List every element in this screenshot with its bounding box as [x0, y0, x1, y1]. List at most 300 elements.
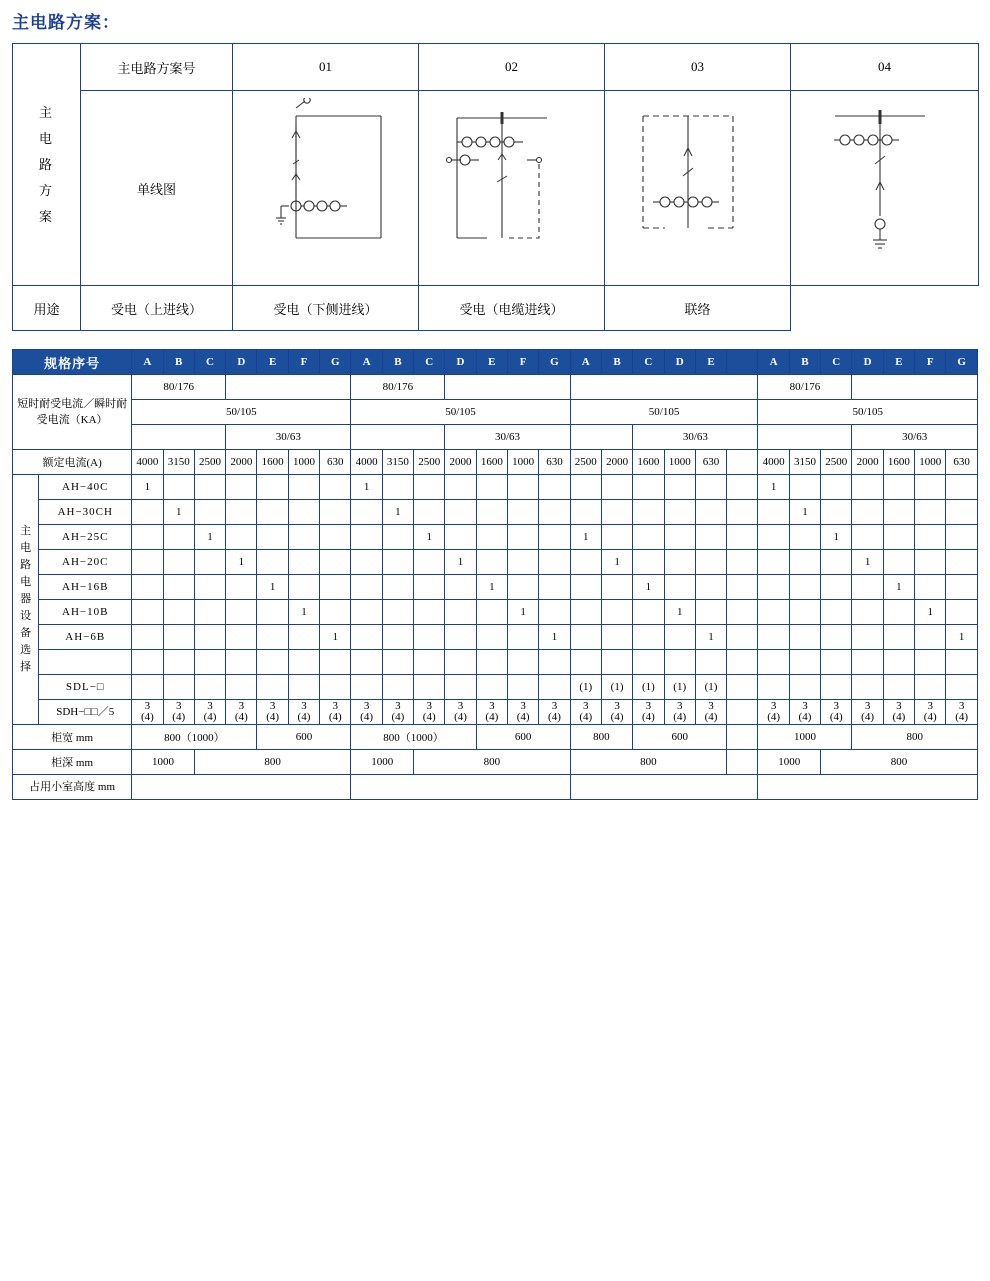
device-3-mark-11: [476, 550, 507, 575]
device-6-mark-26: 1: [946, 625, 978, 650]
device-7-mark-8: [382, 650, 413, 675]
device-2-mark-1: [163, 525, 194, 550]
room-height-1: [351, 775, 570, 800]
rated-19: [727, 450, 758, 475]
device-2-mark-7: [351, 525, 382, 550]
device-5-mark-7: [351, 600, 382, 625]
device-2-mark-14: 1: [570, 525, 601, 550]
device-2-mark-19: [727, 525, 758, 550]
withstand-2-a: 50/105: [132, 400, 351, 425]
cabinet-depth-4: 800: [570, 750, 727, 775]
col-head-21: B: [789, 350, 820, 375]
sdh-25: 3 (4): [915, 700, 946, 725]
withstand-3-blank-4: [758, 425, 852, 450]
sdh-17: 3 (4): [664, 700, 695, 725]
device-5-mark-2: [194, 600, 225, 625]
device-4-mark-8: [382, 575, 413, 600]
device-5-mark-6: [320, 600, 351, 625]
device-5-mark-3: [226, 600, 257, 625]
device-8-mark-19: [727, 675, 758, 700]
device-4-mark-11: 1: [476, 575, 507, 600]
device-8-mark-10: [445, 675, 476, 700]
device-6-mark-0: [132, 625, 163, 650]
sdh-4: 3 (4): [257, 700, 288, 725]
device-5-mark-20: [758, 600, 789, 625]
device-3-mark-2: [194, 550, 225, 575]
device-5-mark-17: 1: [664, 600, 695, 625]
withstand-3-blank-3: [570, 425, 633, 450]
cabinet-width-3: 600: [476, 725, 570, 750]
rated-10: 2000: [445, 450, 476, 475]
device-7-mark-15: [601, 650, 632, 675]
device-0-mark-9: [414, 475, 445, 500]
withstand-3-a: 30/63: [226, 425, 351, 450]
device-1-mark-6: [320, 500, 351, 525]
rated-13: 630: [539, 450, 570, 475]
withstand-1-b: 80/176: [351, 375, 445, 400]
device-6-mark-1: [163, 625, 194, 650]
scheme-usage-row: [13, 286, 979, 331]
device-7-mark-0: [132, 650, 163, 675]
rated-3: 2000: [226, 450, 257, 475]
sdh-15: 3 (4): [601, 700, 632, 725]
device-name-7: [39, 650, 132, 675]
device-3-mark-16: [633, 550, 664, 575]
withstand-2-c: 50/105: [570, 400, 758, 425]
device-7-mark-6: [320, 650, 351, 675]
device-5-mark-5: 1: [288, 600, 319, 625]
device-0-mark-18: [695, 475, 726, 500]
sdh-7: 3 (4): [351, 700, 382, 725]
scheme-no-03: 03: [605, 44, 791, 91]
sdh-0: 3 (4): [132, 700, 163, 725]
col-head-5: F: [288, 350, 319, 375]
withstand-row-2: [13, 400, 978, 425]
device-6-mark-19: [727, 625, 758, 650]
device-2-mark-23: [852, 525, 883, 550]
usage-label: 用途: [13, 286, 81, 331]
device-1-mark-5: [288, 500, 319, 525]
device-4-mark-23: [852, 575, 883, 600]
single-line-diagram-01: [233, 91, 419, 286]
rated-22: 2500: [821, 450, 852, 475]
device-8-mark-13: [539, 675, 570, 700]
device-5-mark-18: [695, 600, 726, 625]
room-height-label: 占用小室高度 mm: [13, 775, 132, 800]
device-4-mark-14: [570, 575, 601, 600]
cabinet-depth-6: 1000: [758, 750, 821, 775]
device-1-mark-12: [507, 500, 538, 525]
device-3-mark-8: [382, 550, 413, 575]
col-head-10: D: [445, 350, 476, 375]
scheme-no-02: 02: [419, 44, 605, 91]
device-6-mark-10: [445, 625, 476, 650]
device-3-mark-5: [288, 550, 319, 575]
device-row-6: [13, 625, 978, 650]
device-4-mark-17: [664, 575, 695, 600]
sdh-10: 3 (4): [445, 700, 476, 725]
rated-15: 2000: [601, 450, 632, 475]
device-7-mark-12: [507, 650, 538, 675]
rated-23: 2000: [852, 450, 883, 475]
device-0-mark-13: [539, 475, 570, 500]
sdh-20: 3 (4): [758, 700, 789, 725]
device-1-mark-10: [445, 500, 476, 525]
device-0-mark-16: [633, 475, 664, 500]
device-5-mark-15: [601, 600, 632, 625]
withstand-label: 短时耐受电流／瞬时耐受电流（KA）: [13, 375, 132, 450]
sdh-5: 3 (4): [288, 700, 319, 725]
sdh-11: 3 (4): [476, 700, 507, 725]
device-3-mark-7: [351, 550, 382, 575]
cabinet-width-8: 800: [852, 725, 978, 750]
device-3-mark-0: [132, 550, 163, 575]
device-5-mark-9: [414, 600, 445, 625]
device-7-mark-14: [570, 650, 601, 675]
rated-2: 2500: [194, 450, 225, 475]
device-0-mark-7: 1: [351, 475, 382, 500]
cabinet-width-2: 800（1000）: [351, 725, 476, 750]
device-3-mark-14: [570, 550, 601, 575]
device-0-mark-0: 1: [132, 475, 163, 500]
device-8-mark-15: (1): [601, 675, 632, 700]
device-name-3: AH−20C: [39, 550, 132, 575]
device-6-mark-18: 1: [695, 625, 726, 650]
rated-26: 630: [946, 450, 978, 475]
device-6-mark-13: 1: [539, 625, 570, 650]
device-8-mark-5: [288, 675, 319, 700]
device-row-2: [13, 525, 978, 550]
room-height-0: [132, 775, 351, 800]
cabinet-depth-3: 800: [414, 750, 571, 775]
col-head-19: [727, 350, 758, 375]
device-4-mark-22: [821, 575, 852, 600]
withstand-1-d: 80/176: [758, 375, 852, 400]
col-head-12: F: [507, 350, 538, 375]
cabinet-width-6: [727, 725, 758, 750]
device-7-mark-25: [915, 650, 946, 675]
device-6-mark-11: [476, 625, 507, 650]
sdh-12: 3 (4): [507, 700, 538, 725]
device-2-mark-5: [288, 525, 319, 550]
device-6-mark-2: [194, 625, 225, 650]
rated-4: 1600: [257, 450, 288, 475]
device-1-mark-19: [727, 500, 758, 525]
device-2-mark-9: 1: [414, 525, 445, 550]
device-2-mark-22: 1: [821, 525, 852, 550]
device-4-mark-1: [163, 575, 194, 600]
device-0-mark-4: [257, 475, 288, 500]
device-3-mark-17: [664, 550, 695, 575]
scheme-no-04: 04: [791, 44, 979, 91]
withstand-3-blank-2: [351, 425, 445, 450]
device-name-6: AH−6B: [39, 625, 132, 650]
device-8-mark-14: (1): [570, 675, 601, 700]
device-1-mark-26: [946, 500, 978, 525]
col-head-3: D: [226, 350, 257, 375]
page-title: 主电路方案：: [12, 13, 120, 32]
device-8-mark-12: [507, 675, 538, 700]
device-2-mark-17: [664, 525, 695, 550]
device-8-mark-21: [789, 675, 820, 700]
withstand-1-blank-4: [852, 375, 978, 400]
device-5-mark-11: [476, 600, 507, 625]
col-head-23: D: [852, 350, 883, 375]
col-head-4: E: [257, 350, 288, 375]
device-6-mark-6: 1: [320, 625, 351, 650]
rated-0: 4000: [132, 450, 163, 475]
withstand-3-c: 30/63: [633, 425, 758, 450]
device-6-mark-4: [257, 625, 288, 650]
device-8-mark-8: [382, 675, 413, 700]
sdh-row: [13, 700, 978, 725]
device-1-mark-17: [664, 500, 695, 525]
col-head-9: C: [414, 350, 445, 375]
cabinet-depth-label: 柜深 mm: [13, 750, 132, 775]
rated-18: 630: [695, 450, 726, 475]
rated-17: 1000: [664, 450, 695, 475]
device-1-mark-15: [601, 500, 632, 525]
device-row-0: [13, 475, 978, 500]
device-2-mark-12: [507, 525, 538, 550]
device-6-mark-20: [758, 625, 789, 650]
device-row-3: [13, 550, 978, 575]
device-3-mark-18: [695, 550, 726, 575]
device-7-mark-24: [883, 650, 914, 675]
device-4-mark-16: 1: [633, 575, 664, 600]
scheme-table: [12, 43, 979, 331]
device-7-mark-9: [414, 650, 445, 675]
scheme-no-01: 01: [233, 44, 419, 91]
device-7-mark-7: [351, 650, 382, 675]
rated-16: 1600: [633, 450, 664, 475]
rated-24: 1600: [883, 450, 914, 475]
device-6-mark-22: [821, 625, 852, 650]
withstand-1-a: 80/176: [132, 375, 226, 400]
device-0-mark-6: [320, 475, 351, 500]
withstand-3-d: 30/63: [852, 425, 978, 450]
device-8-mark-25: [915, 675, 946, 700]
device-6-mark-24: [883, 625, 914, 650]
single-line-label: 单线图: [81, 91, 233, 286]
cabinet-width-0: 800（1000）: [132, 725, 257, 750]
device-4-mark-6: [320, 575, 351, 600]
sdh-3: 3 (4): [226, 700, 257, 725]
device-0-mark-24: [883, 475, 914, 500]
sdh-23: 3 (4): [852, 700, 883, 725]
device-4-mark-0: [132, 575, 163, 600]
device-4-mark-2: [194, 575, 225, 600]
device-1-mark-7: [351, 500, 382, 525]
device-7-mark-13: [539, 650, 570, 675]
rated-9: 2500: [414, 450, 445, 475]
device-1-mark-21: 1: [789, 500, 820, 525]
scheme-diagram-row: [13, 91, 979, 286]
device-5-mark-24: [883, 600, 914, 625]
device-5-mark-13: [539, 600, 570, 625]
device-4-mark-18: [695, 575, 726, 600]
withstand-2-d: 50/105: [758, 400, 978, 425]
device-row-8: [13, 675, 978, 700]
device-3-mark-19: [727, 550, 758, 575]
device-0-mark-8: [382, 475, 413, 500]
device-1-mark-22: [821, 500, 852, 525]
device-0-mark-12: [507, 475, 538, 500]
device-5-mark-14: [570, 600, 601, 625]
device-2-mark-0: [132, 525, 163, 550]
col-head-2: C: [194, 350, 225, 375]
device-6-mark-17: [664, 625, 695, 650]
device-8-mark-17: (1): [664, 675, 695, 700]
col-head-8: B: [382, 350, 413, 375]
device-3-mark-6: [320, 550, 351, 575]
col-head-6: G: [320, 350, 351, 375]
spec-header-row: [13, 350, 978, 375]
rated-14: 2500: [570, 450, 601, 475]
withstand-row-1: [13, 375, 978, 400]
device-0-mark-5: [288, 475, 319, 500]
device-6-mark-15: [601, 625, 632, 650]
device-2-mark-25: [915, 525, 946, 550]
sdh-1: 3 (4): [163, 700, 194, 725]
withstand-3-b: 30/63: [445, 425, 570, 450]
device-2-mark-6: [320, 525, 351, 550]
sdh-21: 3 (4): [789, 700, 820, 725]
device-8-mark-7: [351, 675, 382, 700]
sdh-2: 3 (4): [194, 700, 225, 725]
cabinet-depth-row: [13, 750, 978, 775]
device-4-mark-15: [601, 575, 632, 600]
device-1-mark-11: [476, 500, 507, 525]
device-8-mark-23: [852, 675, 883, 700]
device-0-mark-21: [789, 475, 820, 500]
device-2-mark-10: [445, 525, 476, 550]
cabinet-depth-5: [727, 750, 758, 775]
cabinet-width-label: 柜宽 mm: [13, 725, 132, 750]
rated-12: 1000: [507, 450, 538, 475]
device-6-mark-5: [288, 625, 319, 650]
device-1-mark-23: [852, 500, 883, 525]
rated-6: 630: [320, 450, 351, 475]
device-2-mark-21: [789, 525, 820, 550]
device-3-mark-1: [163, 550, 194, 575]
device-3-mark-3: 1: [226, 550, 257, 575]
device-5-mark-4: [257, 600, 288, 625]
device-4-mark-3: [226, 575, 257, 600]
device-1-mark-14: [570, 500, 601, 525]
scheme-no-label: 主电路方案号: [81, 44, 233, 91]
sdh-9: 3 (4): [414, 700, 445, 725]
sdh-14: 3 (4): [570, 700, 601, 725]
col-head-22: C: [821, 350, 852, 375]
device-row-5: [13, 600, 978, 625]
col-head-17: D: [664, 350, 695, 375]
device-7-mark-2: [194, 650, 225, 675]
device-5-mark-16: [633, 600, 664, 625]
device-4-mark-24: 1: [883, 575, 914, 600]
rated-20: 4000: [758, 450, 789, 475]
device-row-1: [13, 500, 978, 525]
device-4-mark-26: [946, 575, 978, 600]
usage-04: 联络: [605, 286, 791, 331]
col-head-20: A: [758, 350, 789, 375]
rated-current-row: [13, 450, 978, 475]
device-4-mark-5: [288, 575, 319, 600]
device-7-mark-20: [758, 650, 789, 675]
device-1-mark-25: [915, 500, 946, 525]
device-5-mark-0: [132, 600, 163, 625]
col-head-11: E: [476, 350, 507, 375]
device-2-mark-8: [382, 525, 413, 550]
rated-7: 4000: [351, 450, 382, 475]
device-8-mark-2: [194, 675, 225, 700]
device-0-mark-22: [821, 475, 852, 500]
device-1-mark-20: [758, 500, 789, 525]
device-8-mark-16: (1): [633, 675, 664, 700]
col-head-0: A: [132, 350, 163, 375]
device-7-mark-18: [695, 650, 726, 675]
device-2-mark-2: 1: [194, 525, 225, 550]
device-row-7: [13, 650, 978, 675]
device-7-mark-21: [789, 650, 820, 675]
device-7-mark-3: [226, 650, 257, 675]
device-3-mark-4: [257, 550, 288, 575]
device-4-mark-12: [507, 575, 538, 600]
device-3-mark-13: [539, 550, 570, 575]
col-head-25: F: [915, 350, 946, 375]
device-1-mark-8: 1: [382, 500, 413, 525]
device-8-mark-11: [476, 675, 507, 700]
device-0-mark-19: [727, 475, 758, 500]
device-6-mark-8: [382, 625, 413, 650]
device-5-mark-22: [821, 600, 852, 625]
cabinet-width-5: 600: [633, 725, 727, 750]
usage-02: 受电（下侧进线）: [233, 286, 419, 331]
device-7-mark-10: [445, 650, 476, 675]
device-2-mark-20: [758, 525, 789, 550]
device-3-mark-21: [789, 550, 820, 575]
sdh-26: 3 (4): [946, 700, 978, 725]
col-head-24: E: [883, 350, 914, 375]
sdh-label: SDH−□□／5: [39, 700, 132, 725]
room-height-2: [570, 775, 758, 800]
device-7-mark-4: [257, 650, 288, 675]
room-height-3: [758, 775, 978, 800]
device-8-mark-26: [946, 675, 978, 700]
device-4-mark-9: [414, 575, 445, 600]
device-6-mark-9: [414, 625, 445, 650]
device-2-mark-18: [695, 525, 726, 550]
device-0-mark-1: [163, 475, 194, 500]
device-2-mark-16: [633, 525, 664, 550]
sdh-22: 3 (4): [821, 700, 852, 725]
usage-01: 受电（上进线）: [81, 286, 233, 331]
device-0-mark-3: [226, 475, 257, 500]
device-0-mark-25: [915, 475, 946, 500]
circuit-diagram-04-icon: [800, 98, 970, 278]
device-4-mark-25: [915, 575, 946, 600]
device-6-mark-12: [507, 625, 538, 650]
device-0-mark-10: [445, 475, 476, 500]
device-7-mark-5: [288, 650, 319, 675]
sdh-18: 3 (4): [695, 700, 726, 725]
sdh-19: [727, 700, 758, 725]
device-0-mark-2: [194, 475, 225, 500]
col-head-15: B: [601, 350, 632, 375]
device-5-mark-8: [382, 600, 413, 625]
device-2-mark-4: [257, 525, 288, 550]
device-2-mark-11: [476, 525, 507, 550]
